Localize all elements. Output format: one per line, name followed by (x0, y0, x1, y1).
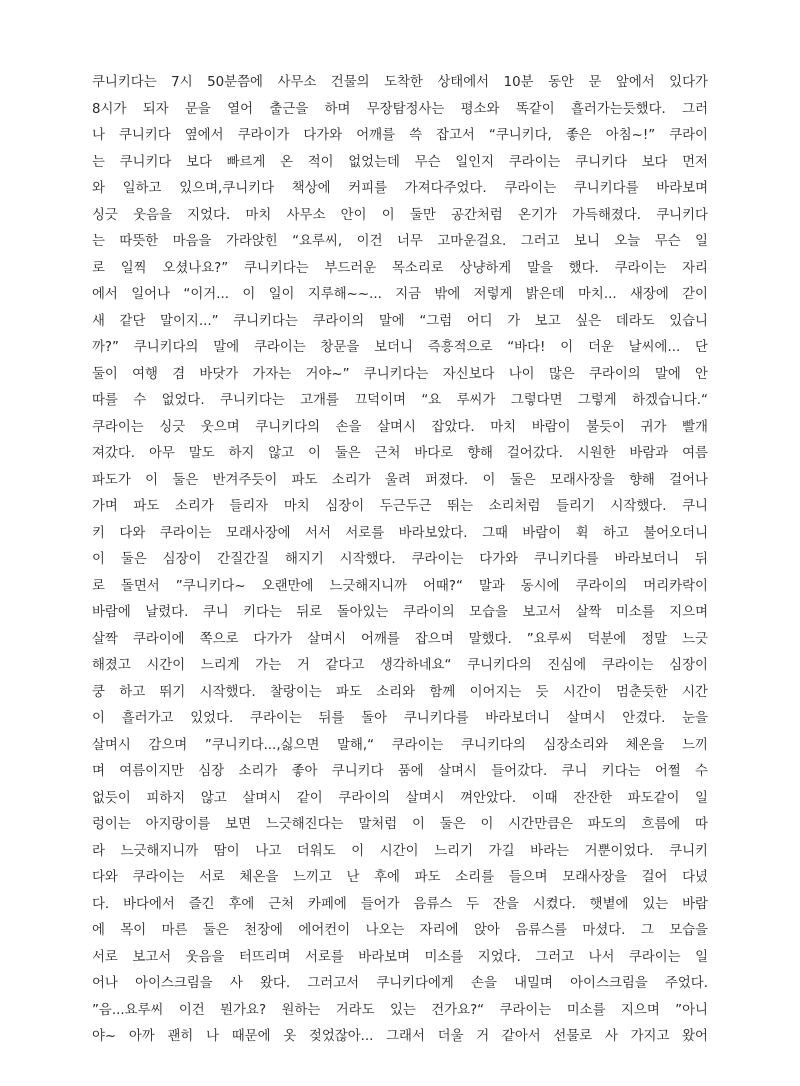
text-line: 이 흘러가고 있었다. 쿠라이는 뒤를 돌아 쿠니키다를 바라보더니 살며시 안겼다. 눈을 (92, 711, 708, 726)
text-line: 싱긋 웃음을 지었다. 마치 사무소 안이 이 둘만 공간처럼 온기가 가득해졌다. 쿠니키다 (92, 207, 708, 223)
text-line: 며 여름이지만 심장 소리가 좋아 쿠니키다 품에 살며시 들어갔다. 쿠니 키다는 어쩔 수 (92, 764, 708, 779)
text-line: ”음...요루씨 이건 뭔가요? 원하는 거라도 있는 건가요?“ 쿠라이는 미소를 지으며 ”아니 (92, 1002, 708, 1018)
text-line: 8시가 되자 문을 열어 출근을 하며 무장탐정사는 평소와 똑같이 흘러가는듯했다. 그러 (92, 101, 708, 117)
text-line: 어나 아이스크림을 사 왔다. 그러고서 쿠니키다에게 손을 내밀며 아이스크림을 주었다. (92, 976, 708, 991)
text-line: 해졌고 시간이 느리게 가는 거 같다고 생각하네요“ 쿠니키다의 진심에 쿠라이는 심장이 (92, 658, 708, 673)
text-line: 쿵 하고 뛰기 시작했다. 찰랑이는 파도 소리와 함께 이어지는 듯 시간이 멈춘듯한 시간 (92, 684, 708, 700)
text-line: 다. 바다에서 즐긴 후에 근처 카페에 들어가 음류스 두 잔을 시켰다. 햇볕에 있는 바람 (92, 896, 708, 912)
text-line: 와 일하고 있으며,쿠니키다 책상에 커피를 가져다주었다. 쿠라이는 쿠니키다를 바라보며 (92, 181, 708, 196)
text-line: 새 같단 말이지...” 쿠니키다는 쿠라이의 말에 “그럼 어디 가 보고 싶은 데라도 있습니 (92, 313, 708, 329)
text-line: 져갔다. 아무 말도 하지 않고 이 둘은 근처 바다로 향해 걸어갔다. 시원한 바람과 여름 (92, 446, 708, 461)
text-line: 둘이 여행 겸 바닷가 가자는 거야~” 쿠니키다는 자신보다 나이 많은 쿠라이의 말에 안 (92, 366, 708, 382)
text-line: 라 느긋해지니까 땀이 나고 더워도 이 시간이 느리기 가길 바라는 거뿐이었다. 쿠니키 (92, 843, 708, 859)
text-line: 바람에 날렸다. 쿠니 키다는 뒤로 돌아있는 쿠라이의 모습을 보고서 살짝 미소를 지으며 (92, 605, 708, 620)
text-line: 쿠라이는 싱긋 웃으며 쿠니키다의 손을 살며시 잡았다. 마치 바람이 불듯이 귀가 빨개 (92, 419, 708, 435)
text-line: 야~ 아까 괜히 나 때문에 옷 젖었잖아... 그래서 더울 거 같아서 선물로 사 가지고 왔어 (92, 1029, 708, 1044)
text-line: 살짝 쿠라이에 쪽으로 다가가 살며시 어깨를 잡으며 말했다. ”요루씨 덕분에 정말 느긋 (92, 631, 708, 647)
text-line: 파도가 이 둘은 반겨주듯이 파도 소리가 울려 퍼졌다. 이 둘은 모래사장을 향해 걸어나 (92, 472, 708, 488)
text-line: 쿠니키다는 7시 50분쯤에 사무소 건물의 도착한 상태에서 10분 동안 문 앞에서 있다가 (92, 75, 708, 90)
text-line: 까?” 쿠니키다의 말에 쿠라이는 창문을 보더니 즉흥적으로 “바다! 이 더운 날씨에... 단 (92, 340, 708, 355)
text-line: 살며시 감으며 ”쿠니키다...,싫으면 말해,“ 쿠라이는 쿠니키다의 심장소리와 체온을 느끼 (92, 737, 708, 753)
story-body (92, 70, 708, 1051)
text-line: 다와 쿠라이는 서로 체온을 느끼고 난 후에 파도 소리를 들으며 모래사장을 걸어 다녔 (92, 870, 708, 885)
text-line: 로 돌면서 ”쿠니키다~ 오랜만에 느긋해지니까 어때?“ 말과 동시에 쿠라이의 머리카락이 (92, 578, 708, 594)
text-line: 에서 일어나 “이거... 이 일이 지루해~~... 지금 밖에 저렇게 밝은데 마치... 새장에 갇이 (92, 287, 708, 302)
text-line: 서로 보고서 웃음을 터뜨리며 서로를 바라보며 미소를 지었다. 그러고 나서 쿠라이는 일 (92, 949, 708, 965)
text-line: 없듯이 피하지 않고 살며시 같이 쿠라이의 살며시 껴안았다. 이때 잔잔한 파도같이 일 (92, 790, 708, 806)
text-line: 나 쿠니키다 옆에서 쿠라이가 다가와 어깨를 쓱 잡고서 “쿠니키다, 좋은 아침~!” 쿠라이 (92, 128, 708, 143)
text-line: 따를 수 없었다. 쿠니키다는 고개를 끄덕이며 “요 루씨가 그렇다면 그렇게 하겠습니다.“ (92, 393, 708, 408)
text-line: 는 따뜻한 마음을 가라앉힌 “요루씨, 이건 너무 고마운걸요. 그러고 보니 오늘 무슨 일 (92, 234, 708, 249)
text-line: 키 다와 쿠라이는 모래사장에 서서 서로를 바라보았다. 그때 바람이 휙 하고 불어오더니 (92, 525, 708, 541)
text-line: 에 목이 마른 둘은 천장에 에어컨이 나오는 자리에 앉아 음류스를 마셨다. 그 모습을 (92, 923, 708, 938)
text-line: 가며 파도 소리가 들리자 마치 심장이 두근두근 뛰는 소리처럼 들리기 시작했다. 쿠니 (92, 499, 708, 514)
text-line: 렁이는 아지랑이를 보면 느긋해진다는 말처럼 이 둘은 이 시간만큼은 파도의 흐름에 따 (92, 817, 708, 832)
text-line: 이 둘은 심장이 간질간질 해지기 시작했다. 쿠라이는 다가와 쿠니키다를 바라보더니 뒤 (92, 552, 708, 567)
text-line: 로 일찍 오셨나요?” 쿠니키다는 부드러운 목소리로 상냥하게 말을 했다. 쿠라이는 자리 (92, 260, 708, 276)
text-line: 는 쿠니키다 보다 빠르게 온 적이 없었는데 무슨 일인지 쿠라이는 쿠니키다 보다 먼저 (92, 154, 708, 170)
